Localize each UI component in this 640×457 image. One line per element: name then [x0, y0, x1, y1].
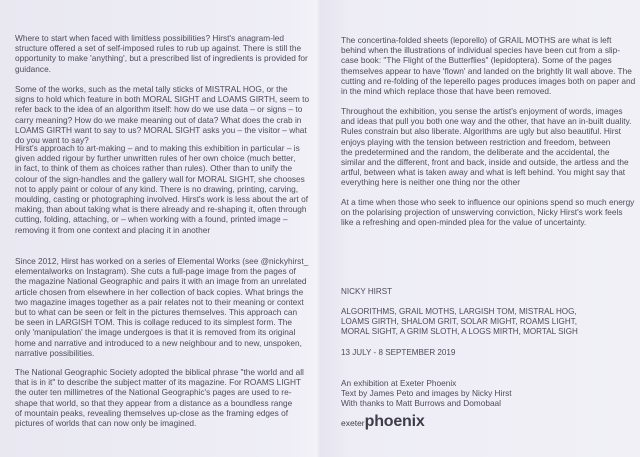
- text-line: in fact, to think of them as choices rather than rules). Other than to unify the: [15, 163, 293, 174]
- text-line: With thanks to Matt Burrows and Domobaal: [341, 398, 502, 409]
- text-line: cutting and re-folding of the leperello pages produces images both on paper and: [341, 75, 636, 86]
- text-line: The concertina-folded sheets (leporello) of GRAIL MOTHS are what is left: [341, 35, 612, 45]
- credits: [341, 378, 512, 409]
- text-line: Some of the works, such as the metal tally sticks of MISTRAL HOG, or the: [15, 84, 288, 94]
- text-line: the outer ten millimetres of the National Geographic's pages are used to re-: [15, 387, 292, 398]
- text-line: two magazine images together as a pair relates not to their meaning or context: [15, 296, 304, 307]
- paragraph: [15, 367, 304, 428]
- text-line: shape that world, so that they appear from a distance as a boundless range: [15, 397, 293, 408]
- text-line: pictures of worlds that can now only be imagined.: [15, 418, 197, 429]
- logo-name: phoenix: [364, 413, 425, 430]
- text-line: behind when the illustrations of individual species have been cut from a slip-: [341, 45, 621, 56]
- text-line: narrative possibilities.: [15, 347, 95, 358]
- text-line: case book: "The Flight of the Butterflies" (lepidoptera). Some of the pages: [341, 55, 612, 66]
- text-line: themselves appear to have 'flown' and landed on the brightly lit wall above. The: [341, 65, 632, 76]
- text-line: given added rigour by further unwritten rules of her own choice (much better,: [15, 153, 296, 164]
- text-line: An exhibition at Exeter Phoenix: [341, 378, 457, 388]
- text-line: moulding, casting or photographing involved. Hirst's work is less about the art of: [15, 194, 309, 205]
- text-line: ALGORITHMS, GRAIL MOTHS, LARGISH TOM, MISTRAL HOG,: [341, 307, 577, 316]
- text-line: Since 2012, Hirst has worked on a series of Elemental Works (see @nickyhirst_: [15, 256, 309, 266]
- text-line: elementalworks on Instagram). She cuts a full-page image from the pages of: [15, 266, 296, 277]
- paragraph: [341, 35, 635, 96]
- exeter-phoenix-logo: [341, 413, 425, 431]
- text-line: The National Geographic Society adopted the biblical phrase "the world and all: [15, 367, 304, 377]
- text-line: guidance.: [15, 63, 51, 74]
- text-line: making, than about taking what is there already and re-shaping it, often through: [15, 204, 307, 215]
- text-line: LOAMS GIRTH want to say to us? MORAL SIGHT asks you – the visitor – what: [15, 124, 307, 135]
- artist-name: [341, 287, 392, 297]
- text-line: signs to hold which feature in both MORAL SIGHT and LOAMS GIRTH, seem to: [15, 94, 310, 105]
- paragraph: [15, 256, 308, 358]
- paragraph: [341, 106, 631, 188]
- text-line: of mountain peaks, revealing themselves up-close as the framing edges of: [15, 407, 289, 418]
- text-line: structure offered a set of self-imposed rules to rub up against. There is still the: [15, 43, 302, 54]
- text-line: MORAL SIGHT, A GRIM SLOTH, A LOGS MIRTH, MORTAL SIGH: [341, 327, 578, 337]
- text-line: refer back to the idea of an algorithm itself: how do we use data – or signs – to: [15, 104, 303, 115]
- text-line: Hirst's approach to art-making – and to making this exhibition in particular – is: [15, 143, 300, 153]
- text-line: carry meaning? How do we make meaning out of data? What does the crab in: [15, 114, 302, 125]
- exhibition-dates: [341, 348, 455, 358]
- text-line: only 'manipulation' the image undergoes is that it is removed from its original: [15, 327, 296, 338]
- text-line: the predetermined and the random, the deliberate and the accidental, the: [341, 146, 610, 157]
- text-line: Throughout the exhibition, you sense the artist's enjoyment of words, images: [341, 106, 623, 116]
- text-line: in the mind which replace those that have been removed.: [341, 86, 552, 97]
- text-line: NICKY HIRST: [341, 287, 393, 296]
- works-list: [341, 307, 578, 338]
- text-line: but to what can be seen or felt in the pictures themselves. This approach can: [15, 307, 298, 318]
- text-line: opportunity to make 'anything', but a prescribed list of ingredients is provided for: [15, 53, 308, 64]
- text-line: At a time when those who seek to influence our opinions spend so much energy: [341, 197, 635, 207]
- text-line: similar and the different, front and back, inside and outside, the artless and the: [341, 157, 629, 168]
- text-line: artful, between what is taken away and what is left behind. You might say that: [341, 167, 626, 178]
- text-line: like a refreshing and open-minded plea for the value of uncertainty.: [341, 217, 587, 228]
- logo-prefix: exeter: [341, 418, 365, 428]
- text-line: do you want to say?: [15, 135, 89, 146]
- text-line: colour of the sign-handles and the gallery wall for MORAL SIGHT, she chooses: [15, 173, 305, 184]
- text-line: that is in it" to describe the subject matter of its magazine. For ROAMS LIGHT: [15, 377, 302, 388]
- text-line: 13 JULY - 8 SEPTEMBER 2019: [341, 348, 456, 357]
- text-line: Text by James Peto and images by Nicky Hirst: [341, 388, 512, 399]
- text-line: Where to start when faced with limitless possibilities? Hirst's anagram-led: [15, 33, 285, 43]
- text-line: LOAMS GIRTH, SHALOM GRIT, SOLAR MIGHT, ROAMS LIGHT,: [341, 317, 577, 327]
- text-line: the magazine National Geographic and pairs it with an image from an unrelated: [15, 276, 307, 287]
- paragraph: [15, 143, 308, 235]
- text-line: cutting, folding, attaching, or – when working with a found, printed image –: [15, 214, 288, 225]
- text-line: article chosen from elsewhere in her collection of back copies. What brings the: [15, 286, 304, 297]
- paragraph: [15, 33, 308, 74]
- text-line: be seen in LARGISH TOM. This is collage reduced to its simplest form. The: [15, 317, 292, 328]
- text-line: not to apply paint or colour of any kind. There is no drawing, printing, carving,: [15, 183, 299, 194]
- paragraph: [15, 84, 309, 145]
- paragraph: [341, 197, 634, 228]
- text-line: home and narrative and introduced to a new neighbour and to new, unspoken,: [15, 337, 302, 348]
- text-line: enjoys playing with the tension between restriction and freedom, between: [341, 136, 611, 147]
- text-line: removing it from one context and placing it in another: [15, 224, 211, 235]
- text-line: everything here is neither one thing nor the other: [341, 177, 520, 188]
- text-line: on the polarising projection of unswerving conviction, Nicky Hirst's work feels: [341, 207, 623, 218]
- text-line: and ideas that pull you both one way and the other, that have an in-built duality.: [341, 116, 632, 127]
- text-line: Rules constrain but also liberate. Algorithms are ugly but also beautiful. Hirst: [341, 126, 621, 137]
